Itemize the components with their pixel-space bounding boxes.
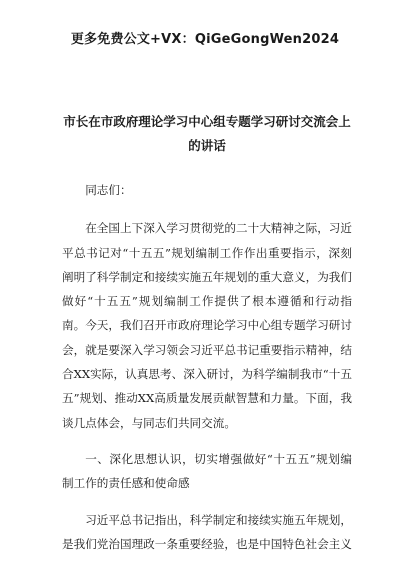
salutation: 同志们： — [85, 183, 132, 197]
watermark-header: 更多免费公文+VX：QiGeGongWen2024 — [70, 32, 340, 47]
paragraph-section-1: 习近平总书记指出，科学制定和接续实施五年规划，是我们党治国理政一条重要经验，也是中国特色社会主义 — [62, 512, 352, 551]
paragraph-intro: 在全国上下深入学习贯彻党的二十大精神之际，习近平总书记对“十五五”规划编制工作作出重要指示，深刻阐明了科学制定和接续实施五年规划的重大意义，为我们做好“十五五”规划编制工作提供了根本遵循和行动指南。今天，我们召开市政府理论学习中心组专题学习研讨会，就是要深入学习领会习近平总书记重要指示精神，结合XX实际，认真思考、深入研讨，为科学编制我市“十五五”规划、推动XX高质量发展贡献智慧和力量。下面，我谈几点体会，与同志们共同交流。 — [62, 221, 352, 430]
section-heading-1: 一、深化思想认识，切实增强做好“十五五”规划编制工作的责任感和使命感 — [62, 451, 352, 491]
document-title: 市长在市政府理论学习中心组专题学习研讨交流会上的讲话 — [63, 114, 351, 153]
document-body — [62, 178, 352, 568]
